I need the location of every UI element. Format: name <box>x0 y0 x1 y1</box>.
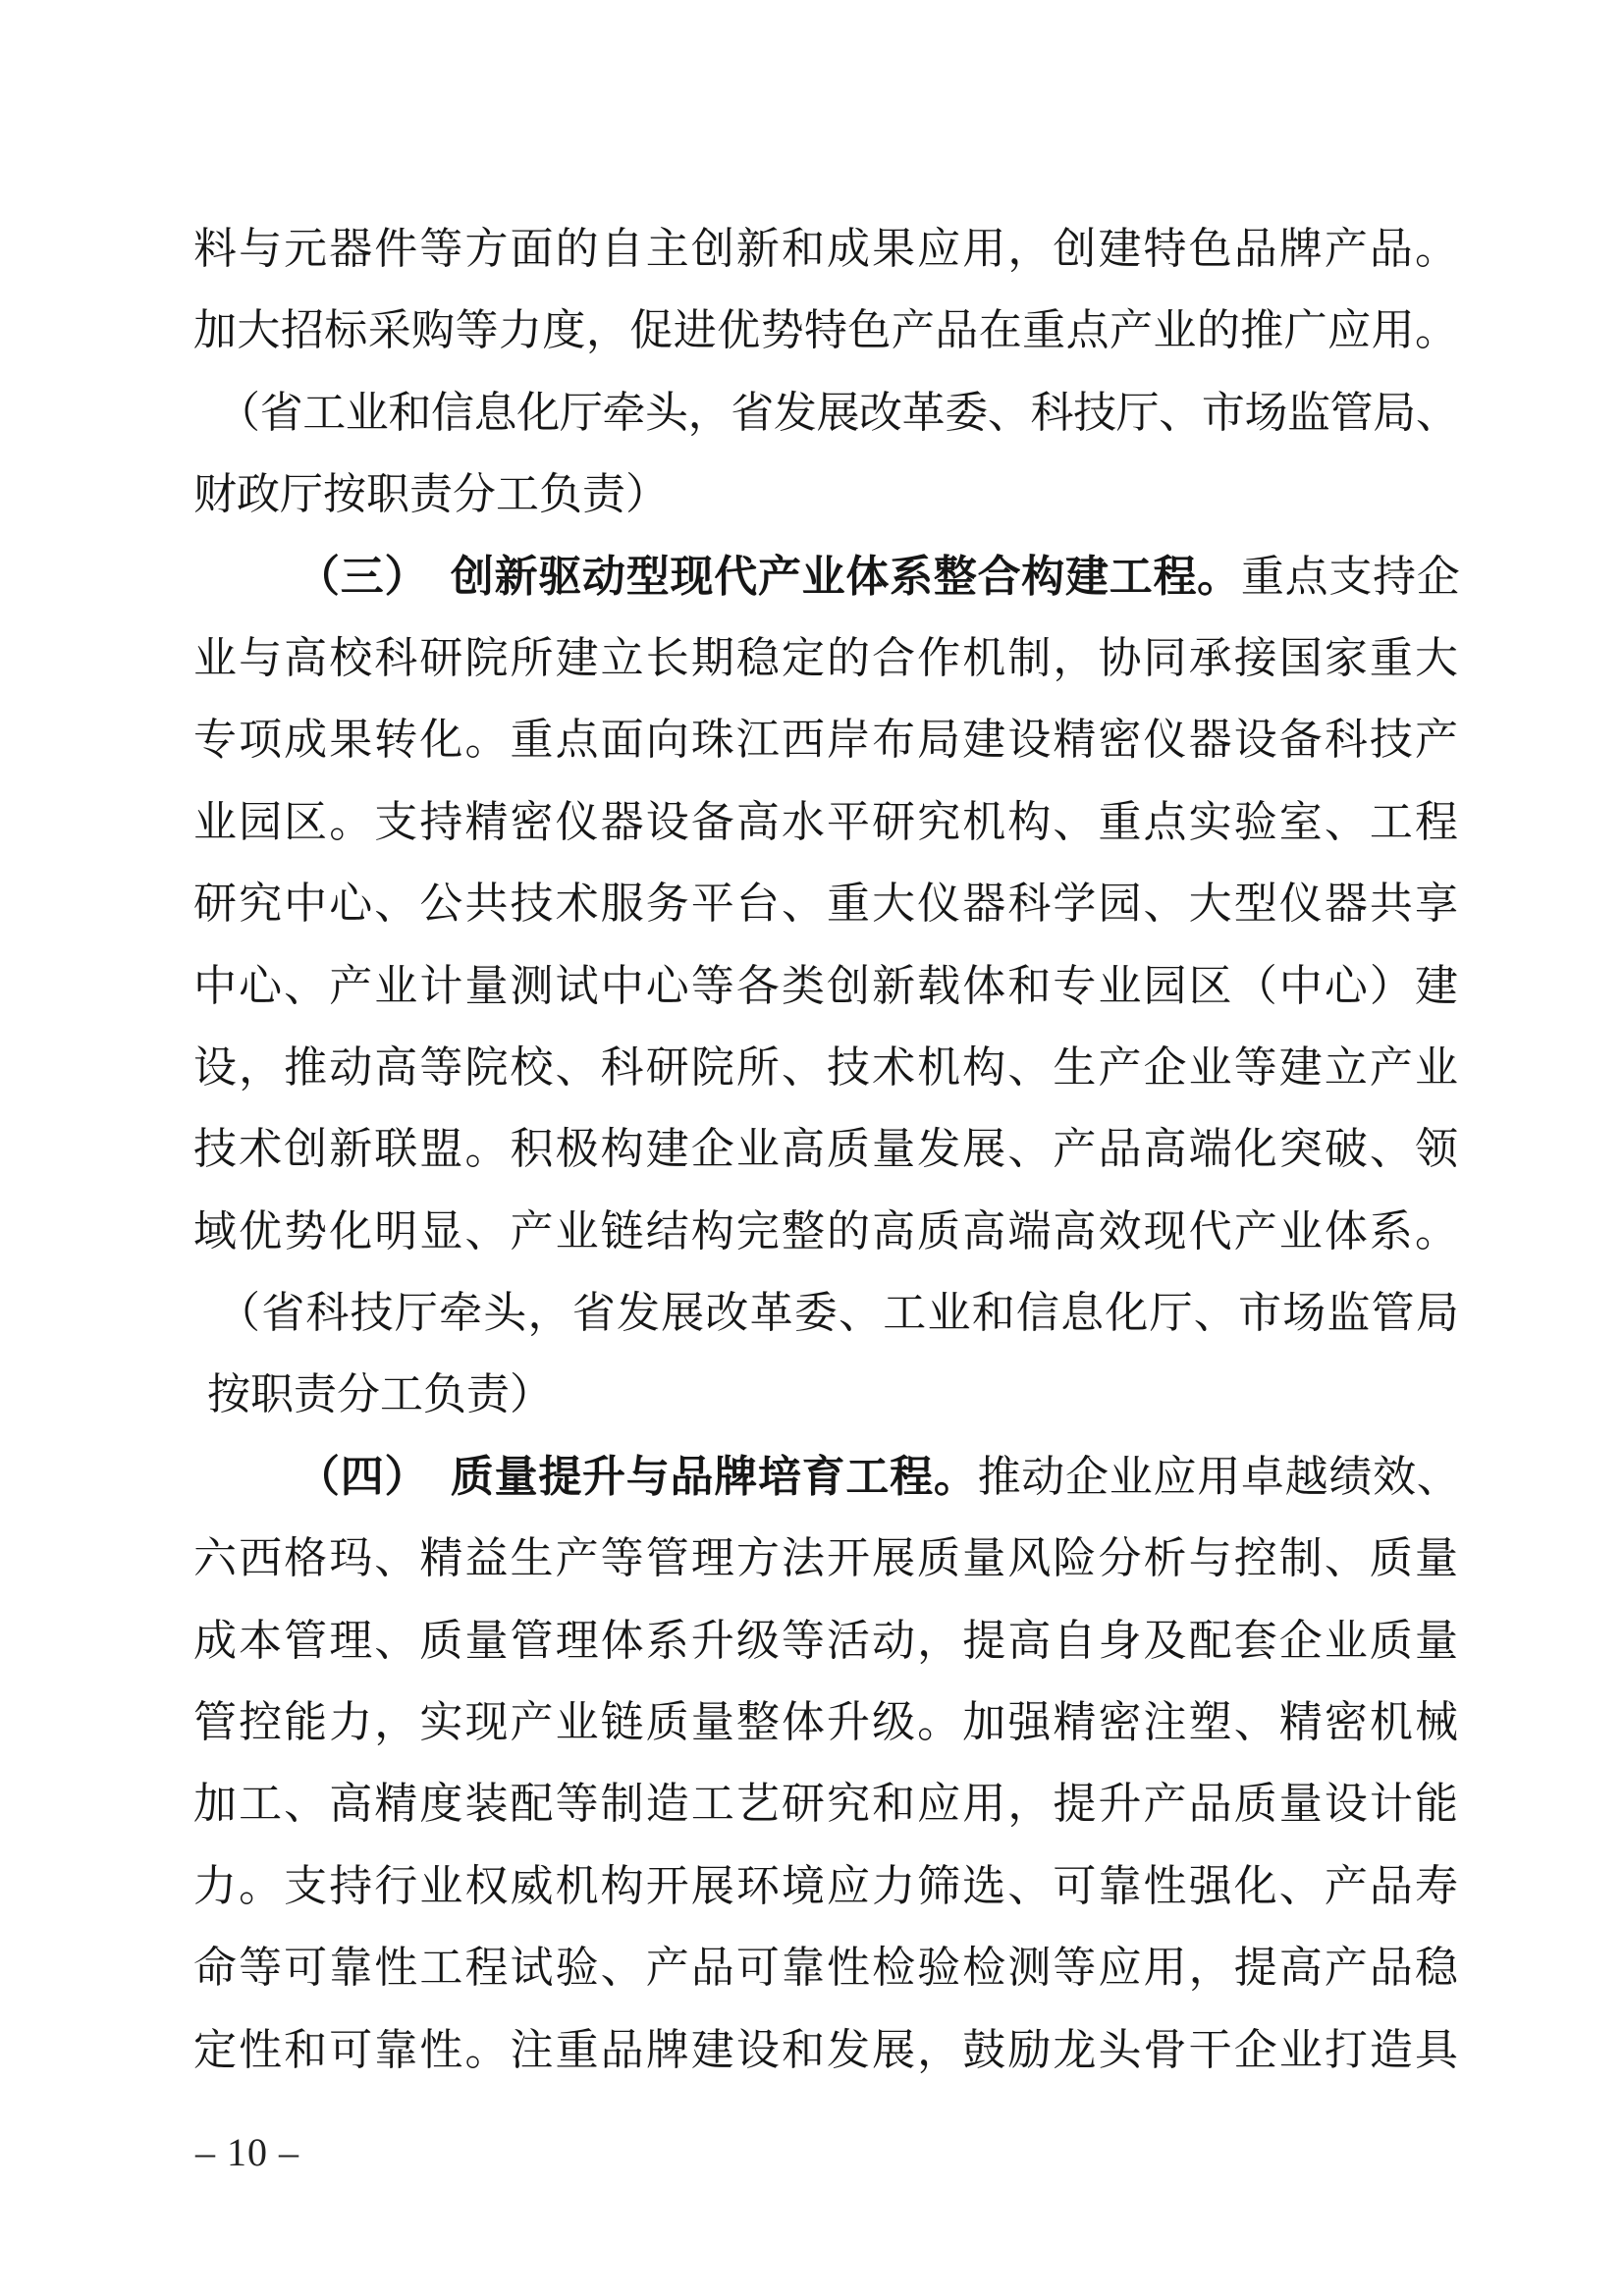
paragraph-line: 业与高校科研院所建立长期稳定的合作机制，协同承接国家重大 <box>193 633 1458 682</box>
section-heading-tail: 重点支持企 <box>1240 552 1458 601</box>
paragraph-line: 研究中心、公共技术服务平台、重大仪器科学园、大型仪器共享 <box>193 880 1458 929</box>
paragraph-line: 料与元器件等方面的自主创新和成果应用，创建特色品牌产品。 <box>193 225 1458 273</box>
paragraph-line: 按职责分工负责） <box>207 1370 553 1419</box>
paragraph-line: 定性和可靠性。注重品牌建设和发展，鼓励龙头骨干企业打造具 <box>193 2025 1458 2074</box>
page-number: – 10 – <box>195 2130 299 2174</box>
section-heading-line <box>193 536 1458 617</box>
paragraph-line: 业园区。支持精密仪器设备高水平研究机构、重点实验室、工程 <box>193 797 1458 846</box>
paragraph-line: 力。支持行业权威机构开展环境应力筛选、可靠性强化、产品寿 <box>193 1861 1458 1910</box>
section-heading-bold: （四） 质量提升与品牌培育工程。 <box>297 1452 978 1501</box>
paragraph-line: 管控能力，实现产业链质量整体升级。加强精密注塑、精密机械 <box>193 1698 1458 1747</box>
paragraph-line: （省工业和信息化厅牵头，省发展改革委、科技厅、市场监管局、 <box>217 388 1458 437</box>
paragraph-line: 命等可靠性工程试验、产品可靠性检验检测等应用，提高产品稳 <box>193 1944 1458 1993</box>
paragraph-line: 加大招标采购等力度，促进优势特色产品在重点产业的推广应用。 <box>193 306 1458 355</box>
paragraph-line: 成本管理、质量管理体系升级等活动，提高自身及配套企业质量 <box>193 1616 1458 1665</box>
paragraph-line: 设，推动高等院校、科研院所、技术机构、生产企业等建立产业 <box>193 1042 1458 1092</box>
paragraph-line: 域优势化明显、产业链结构完整的高质高端高效现代产业体系。 <box>193 1206 1458 1255</box>
document-body <box>193 208 1458 2091</box>
section-heading-tail: 推动企业应用卓越绩效、 <box>977 1452 1459 1501</box>
paragraph-line: 加工、高精度装配等制造工艺研究和应用，提升产品质量设计能 <box>193 1780 1458 1829</box>
paragraph-line: （省科技厅牵头，省发展改革委、工业和信息化厅、市场监管局 <box>217 1289 1458 1338</box>
paragraph-line: 财政厅按职责分工负责） <box>193 470 669 519</box>
section-heading-bold: （三） 创新驱动型现代产业体系整合构建工程。 <box>297 552 1241 601</box>
paragraph-line: 中心、产业计量测试中心等各类创新载体和专业园区（中心）建 <box>193 961 1458 1010</box>
paragraph-line: 六西格玛、精益生产等管理方法开展质量风险分析与控制、质量 <box>193 1534 1458 1583</box>
paragraph-line: 技术创新联盟。积极构建企业高质量发展、产品高端化突破、领 <box>193 1125 1458 1174</box>
section-heading-line <box>193 1436 1458 1518</box>
paragraph-line: 专项成果转化。重点面向珠江西岸布局建设精密仪器设备科技产 <box>193 716 1458 765</box>
